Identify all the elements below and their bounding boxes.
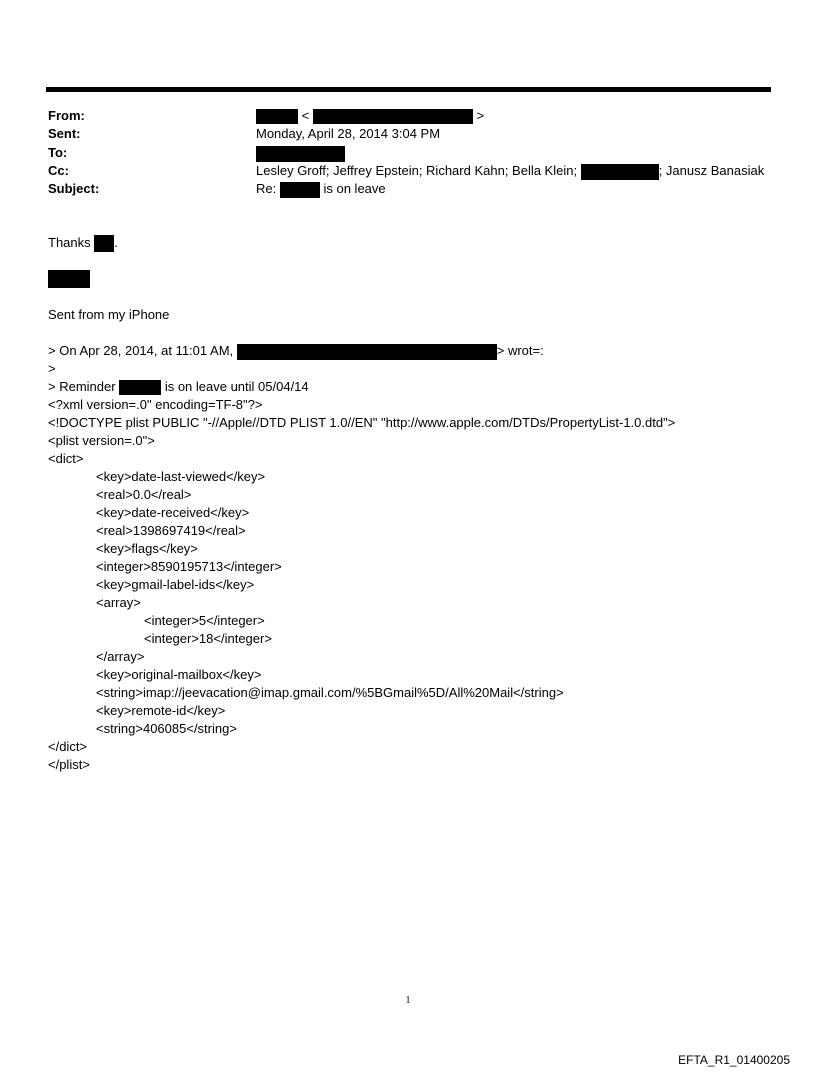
subject-label: Subject: [48,181,100,196]
cc-value [256,162,764,180]
plist-line: <string>imap://jeevacation@imap.gmail.com/%5BGmail%5D/All%20Mail</string> [96,685,564,700]
quote-intro: > On Apr 28, 2014, at 11:01 AM, [48,343,234,358]
to-label: To: [48,145,68,160]
redaction-box [313,109,473,124]
from-gt: > [476,108,485,123]
plist-line: <integer>18</integer> [144,631,272,646]
plist-line: <array> [96,595,141,610]
from-label: From: [48,108,85,123]
sent-value: Monday, April 28, 2014 3:04 PM [256,126,441,141]
plist-line: <?xml version=.0" encoding=TF-8"?> [48,397,263,412]
redaction-box [237,344,497,360]
signature-redaction [48,269,90,288]
plist-line: <!DOCTYPE plist PUBLIC "-//Apple//DTD PLIST 1.0//EN" "http://www.apple.com/DTDs/PropertyList-1.0.dtd"> [48,415,676,430]
sent-label: Sent: [48,126,81,141]
subject-value [256,180,386,198]
iphone-signature: Sent from my iPhone [48,307,170,322]
subject-suffix: is on leave [323,181,386,196]
thanks-period: . [114,235,118,250]
plist-line: <key>flags</key> [96,541,198,556]
cc-label: Cc: [48,163,69,178]
quote-intro-line [48,342,544,360]
redaction-box [256,109,298,124]
redaction-box [119,380,161,395]
header-rule [46,87,771,92]
thanks-line [48,234,118,252]
plist-line: </array> [96,649,145,664]
bates-number: EFTA_R1_01400205 [678,1053,790,1067]
redaction-box [48,270,90,288]
plist-line: <key>remote-id</key> [96,703,226,718]
reminder-prefix: > Reminder [48,379,116,394]
plist-line: <real>1398697419</real> [96,523,246,538]
plist-line: <key>gmail-label-ids</key> [96,577,255,592]
from-value [256,107,484,125]
plist-line: <plist version=.0"> [48,433,155,448]
from-lt: < [301,108,310,123]
plist-line: <string>406085</string> [96,721,237,736]
plist-line: <real>0.0</real> [96,487,192,502]
plist-line: <integer>8590195713</integer> [96,559,282,574]
redaction-box [94,235,114,252]
redaction-box [280,182,320,198]
cc-names-part1: Lesley Groff; Jeffrey Epstein; Richard Kahn; Bella Klein; [256,163,578,178]
plist-line: </dict> [48,739,88,754]
page-number: 1 [405,995,411,1006]
reminder-line [48,378,309,396]
reminder-suffix: is on leave until 05/04/14 [164,379,309,394]
plist-line: <key>date-received</key> [96,505,250,520]
plist-line: <key>date-last-viewed</key> [96,469,266,484]
plist-line: </plist> [48,757,90,772]
to-value [256,144,345,162]
cc-names-part2: ; Janusz Banasiak [658,163,765,178]
redaction-box [581,164,659,180]
thanks-text: Thanks [48,235,91,250]
plist-line: <integer>5</integer> [144,613,265,628]
plist-line: <dict> [48,451,84,466]
redaction-box [256,146,345,162]
quote-blank: > [48,361,56,376]
subject-prefix: Re: [256,181,277,196]
quote-wrote: > wrot=: [496,343,544,358]
plist-line: <key>original-mailbox</key> [96,667,262,682]
